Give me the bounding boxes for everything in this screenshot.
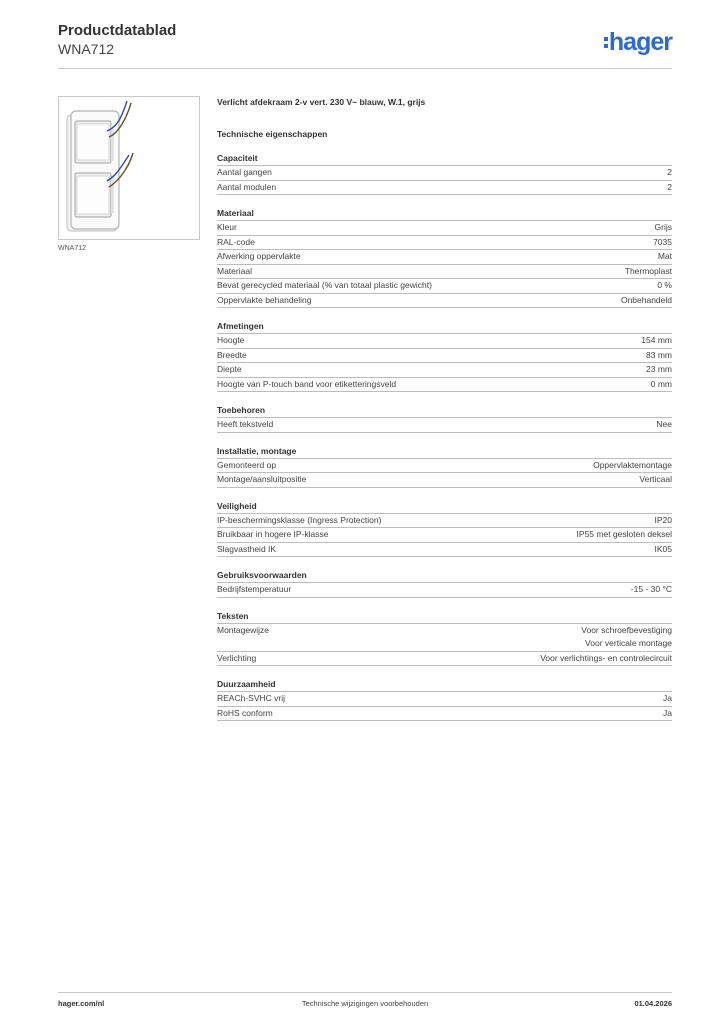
spec-label: IP-beschermingsklasse (Ingress Protection) <box>217 514 382 525</box>
spec-label: Hoogte van P-touch band voor etiketteringsveld <box>217 378 397 389</box>
spec-row <box>217 378 672 393</box>
spec-row <box>217 692 672 707</box>
spec-section <box>217 320 672 392</box>
technical-properties-heading: Technische eigenschappen <box>217 129 328 139</box>
page-header <box>58 22 672 58</box>
spec-value: -15 - 30 °C <box>630 584 672 594</box>
spec-value: IK05 <box>654 543 672 554</box>
document-title: Productdatablad <box>58 22 177 39</box>
spec-section <box>217 610 672 667</box>
spec-row <box>217 221 672 236</box>
spec-section <box>217 445 672 488</box>
spec-value: 154 mm <box>641 335 672 345</box>
spec-row <box>217 363 672 378</box>
footer-date: 01.04.2026 <box>634 999 672 1008</box>
spec-row <box>217 181 672 196</box>
spec-label: Breedte <box>217 349 247 360</box>
logo-text: hager <box>608 28 672 56</box>
product-image <box>58 96 200 240</box>
footer-website-link[interactable]: hager.com/nl <box>58 999 105 1008</box>
spec-value: Voor verlichtings- en controlecircuit <box>540 652 672 663</box>
spec-row <box>217 334 672 349</box>
logo-dots-icon <box>604 37 608 48</box>
spec-value: Verticaal <box>639 474 672 484</box>
spec-section <box>217 207 672 308</box>
section-title: Capaciteit <box>217 152 672 166</box>
spec-section <box>217 500 672 558</box>
spec-row <box>217 250 672 265</box>
spec-row <box>217 265 672 280</box>
section-title: Materiaal <box>217 207 672 221</box>
spec-value: Thermoplast <box>624 265 672 276</box>
spec-section <box>217 404 672 433</box>
product-code: WNA712 <box>58 41 115 57</box>
spec-value: Ja <box>663 693 672 703</box>
spec-value: Onbehandeld <box>620 294 672 305</box>
spec-label: Verlichting <box>217 652 257 663</box>
spec-value: 83 mm <box>646 349 672 360</box>
spec-label: Bevat gerecycled materiaal (% van totaal plastic gewicht) <box>217 280 432 290</box>
spec-section <box>217 152 672 195</box>
section-title: Gebruiksvoorwaarden <box>217 569 672 583</box>
product-specs <box>217 96 672 721</box>
spec-value: Grijs <box>654 222 672 232</box>
spec-value: Ja <box>663 707 672 718</box>
spec-label: RoHS conform <box>217 707 273 718</box>
spec-value: Mat <box>657 251 672 261</box>
spec-label: Slagvastheid IK <box>217 543 277 554</box>
spec-label: Bruikbaar in hogere IP-klasse <box>217 529 329 539</box>
double-frame-illustration-icon <box>59 97 199 239</box>
spec-value: 7035 <box>653 236 672 247</box>
spec-label: Aantal gangen <box>217 167 272 177</box>
spec-sections <box>217 152 672 721</box>
spec-row <box>217 652 672 667</box>
hager-logo[interactable] <box>604 30 672 54</box>
spec-row <box>217 543 672 558</box>
spec-value: 2 <box>667 181 672 192</box>
spec-row <box>217 279 672 294</box>
spec-value-line: Voor verticale montage <box>585 638 672 648</box>
spec-label: REACh-SVHC vrij <box>217 693 286 703</box>
spec-row <box>217 236 672 251</box>
spec-label: Materiaal <box>217 265 252 276</box>
section-title: Installatie, montage <box>217 445 672 459</box>
spec-value: IP55 met gesloten deksel <box>576 529 672 539</box>
spec-label: Afwerking oppervlakte <box>217 251 301 261</box>
footer-divider <box>58 992 672 993</box>
spec-row <box>217 528 672 543</box>
spec-label: Oppervlakte behandeling <box>217 294 312 305</box>
spec-value: 2 <box>667 167 672 177</box>
spec-row <box>217 166 672 181</box>
spec-row <box>217 583 672 598</box>
product-description: Verlicht afdekraam 2-v vert. 230 V~ blauw, W.1, grijs <box>217 97 426 107</box>
section-title: Teksten <box>217 610 672 624</box>
spec-row <box>217 707 672 722</box>
spec-label: Montagewijze <box>217 624 269 635</box>
spec-row <box>217 624 672 652</box>
spec-value: Oppervlaktemontage <box>593 459 672 470</box>
spec-section <box>217 678 672 721</box>
spec-label: Aantal modulen <box>217 181 277 192</box>
spec-value: Nee <box>656 419 672 429</box>
spec-row <box>217 459 672 474</box>
spec-label: Hoogte <box>217 335 245 345</box>
spec-label: Gemonteerd op <box>217 459 277 470</box>
spec-row <box>217 349 672 364</box>
spec-value: IP20 <box>654 514 672 525</box>
header-divider <box>58 68 672 69</box>
footer-disclaimer: Technische wijzigingen voorbehouden <box>301 999 429 1008</box>
section-title: Duurzaamheid <box>217 678 672 692</box>
spec-row <box>217 473 672 488</box>
spec-value: 0 mm <box>650 378 672 389</box>
spec-label: Montage/aansluitpositie <box>217 474 307 484</box>
spec-label: Diepte <box>217 364 242 374</box>
section-title: Afmetingen <box>217 320 672 334</box>
spec-value: 23 mm <box>646 364 672 374</box>
spec-value: 0 % <box>657 280 672 290</box>
spec-value-line: Voor schroefbevestiging <box>581 624 672 635</box>
section-title: Toebehoren <box>217 404 672 418</box>
image-caption: WNA712 <box>58 245 87 252</box>
section-title: Veiligheid <box>217 500 672 514</box>
spec-section <box>217 569 672 598</box>
spec-row <box>217 418 672 433</box>
spec-row <box>217 514 672 529</box>
spec-label: Bedrijfstemperatuur <box>217 584 292 594</box>
spec-row <box>217 294 672 309</box>
spec-value <box>581 624 672 651</box>
spec-label: RAL-code <box>217 236 255 247</box>
spec-label: Kleur <box>217 222 237 232</box>
spec-label: Heeft tekstveld <box>217 419 274 429</box>
